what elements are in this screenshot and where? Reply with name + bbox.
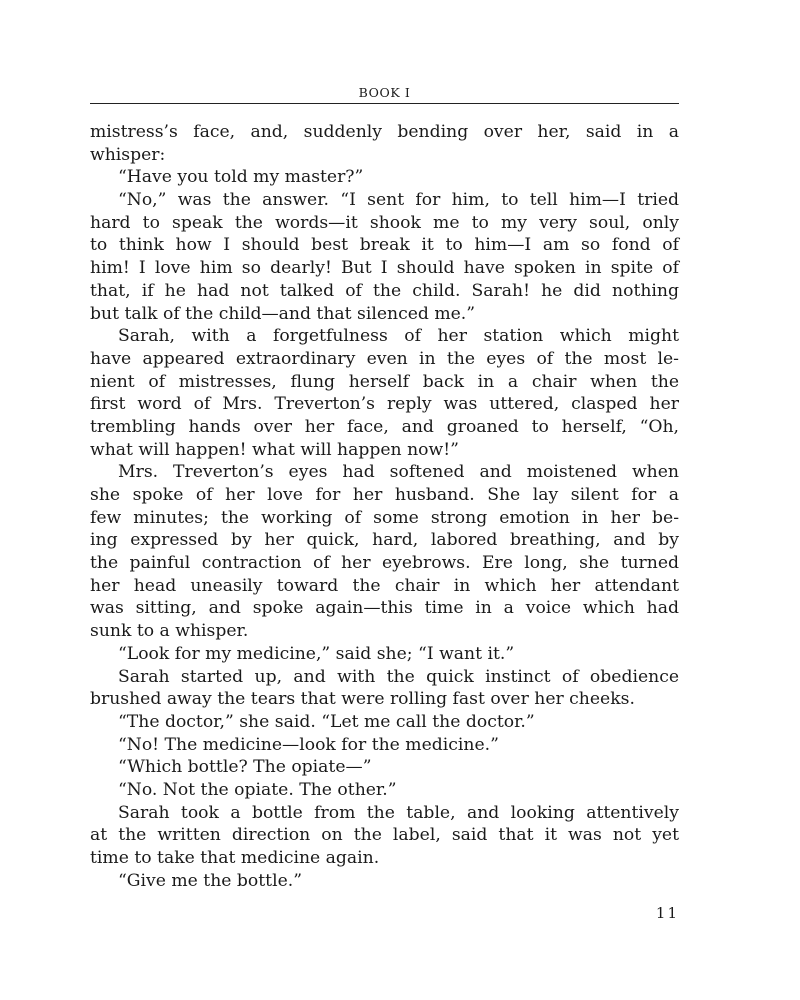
text-line: Mrs. Treverton’s eyes had softened and moistened when	[118, 462, 679, 483]
text-line: at the written direction on the label, said that it was not yet	[90, 825, 679, 846]
body-text	[90, 121, 679, 892]
text-line: have appeared extraordinary even in the eyes of the most le-	[90, 348, 679, 369]
text-line: her head uneasily toward the chair in which her attendant	[90, 575, 679, 596]
text-line: first word of Mrs. Treverton’s reply was uttered, clasped her	[90, 394, 679, 415]
text-line: few minutes; the working of some strong emotion in her be-	[90, 507, 679, 528]
text-line: sunk to a whisper.	[90, 621, 249, 642]
text-line: “Look for my medicine,” said she; “I want it.”	[118, 643, 515, 664]
text-line: “No. Not the opiate. The other.”	[118, 779, 397, 800]
text-line: “No! The medicine—look for the medicine.”	[118, 734, 499, 755]
text-line: brushed away the tears that were rolling fast over her cheeks.	[90, 689, 635, 710]
running-head: BOOK I	[358, 85, 411, 100]
text-line: Sarah, with a forgetfulness of her station which might	[118, 326, 679, 347]
header-rule	[90, 103, 679, 104]
text-line: the painful contraction of her eyebrows. Ere long, she turned	[90, 553, 679, 574]
page-number: 11	[655, 904, 679, 922]
text-line: what will happen! what will happen now!”	[90, 439, 459, 460]
text-line: trembling hands over her face, and groaned to herself, “Oh,	[90, 416, 679, 437]
text-line: was sitting, and spoke again—this time in a voice which had	[90, 598, 679, 619]
text-line: but talk of the child—and that silenced me.”	[90, 303, 476, 324]
text-line: whisper:	[90, 144, 166, 165]
text-line: mistress’s face, and, suddenly bending over her, said in a	[90, 122, 679, 142]
text-line: him! I love him so dearly! But I should have spoken in spite of	[90, 258, 679, 279]
text-line: “The doctor,” she said. “Let me call the doctor.”	[118, 711, 535, 732]
text-line: time to take that medicine again.	[90, 848, 380, 868]
text-line: “Have you told my master?”	[118, 167, 364, 188]
text-line: Sarah took a bottle from the table, and looking attentively	[118, 802, 679, 823]
text-line: Sarah started up, and with the quick instinct of obedience	[118, 666, 679, 687]
text-line: “No,” was the answer. “I sent for him, to tell him—I tried	[118, 190, 679, 211]
text-line: hard to speak the words—it shook me to my very soul, only	[90, 212, 679, 233]
text-line: ing expressed by her quick, hard, labored breathing, and by	[90, 530, 679, 551]
text-line: that, if he had not talked of the child. Sarah! he did nothing	[90, 280, 679, 301]
text-line: “Give me the bottle.”	[118, 870, 302, 891]
text-line: she spoke of her love for her husband. She lay silent for a	[90, 485, 679, 505]
text-line: “Which bottle? The opiate—”	[118, 757, 372, 778]
text-line: nient of mistresses, flung herself back in a chair when the	[90, 371, 679, 392]
text-line: to think how I should best break it to him—I am so fond of	[90, 235, 679, 256]
